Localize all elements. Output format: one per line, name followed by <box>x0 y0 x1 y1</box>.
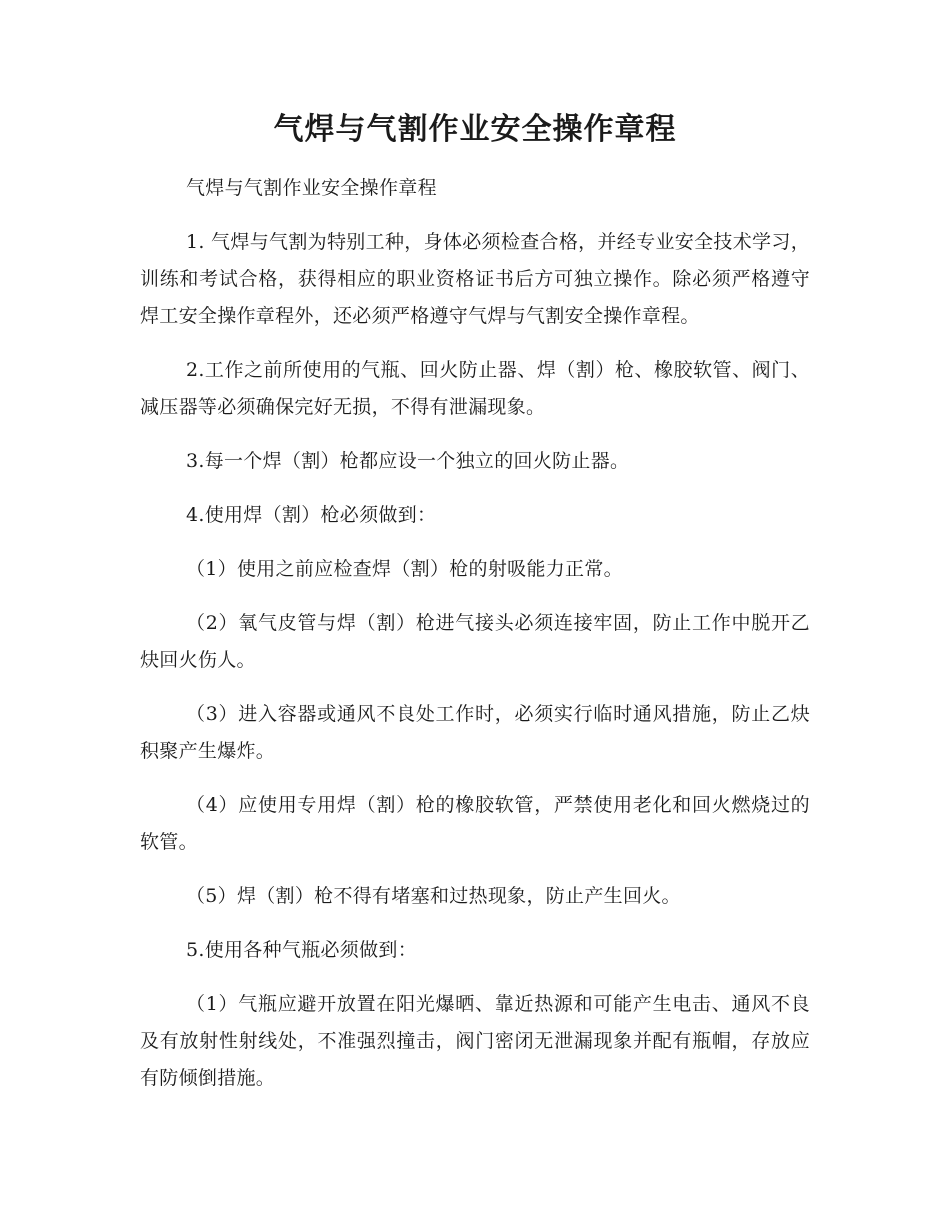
paragraph-rule-3: 3.每一个焊（割）枪都应设一个独立的回火防止器。 <box>185 450 630 472</box>
paragraph-rule-1: 1. 气焊与气割为特别工种，身体必须检查合格，并经专业安全技术学习，训练和考试合格，获得相应的职业资格证书后方可独立操作。除必须严格遵守焊工安全操作章程外，还必须严格遵守气焊与气割安全操作章程。 <box>140 231 810 327</box>
paragraph-rule-4-item-2: （2）氧气皮管与焊（割）枪进气接头必须连接牢固，防止工作中脱开乙炔回火伤人。 <box>140 612 810 671</box>
document-body <box>140 170 810 1114</box>
paragraph-rule-2: 2.工作之前所使用的气瓶、回火防止器、焊（割）枪、橡胶软管、阀门、减压器等必须确保完好无损，不得有泄漏现象。 <box>140 359 810 418</box>
paragraph-rule-5: 5.使用各种气瓶必须做到： <box>185 939 417 961</box>
paragraph-rule-4-item-5: （5）焊（割）枪不得有堵塞和过热现象，防止产生回火。 <box>185 885 681 907</box>
paragraph-rule-4-item-3: （3）进入容器或通风不良处工作时，必须实行临时通风措施，防止乙炔积聚产生爆炸。 <box>140 703 810 762</box>
paragraph-rule-5-item-1: （1）气瓶应避开放置在阳光爆晒、靠近热源和可能产生电击、通风不良及有放射性射线处，不准强烈撞击，阀门密闭无泄漏现象并配有瓶帽，存放应有防倾倒措施。 <box>140 993 810 1089</box>
paragraph-subtitle: 气焊与气割作业安全操作章程 <box>185 177 437 199</box>
paragraph-rule-4-item-4: （4）应使用专用焊（割）枪的橡胶软管，严禁使用老化和回火燃烧过的软管。 <box>140 794 810 853</box>
document-title: 气焊与气割作业安全操作章程 <box>273 112 677 147</box>
paragraph-rule-4: 4.使用焊（割）枪必须做到： <box>185 504 437 526</box>
paragraph-rule-4-item-1: （1）使用之前应检查焊（割）枪的射吸能力正常。 <box>185 558 623 580</box>
